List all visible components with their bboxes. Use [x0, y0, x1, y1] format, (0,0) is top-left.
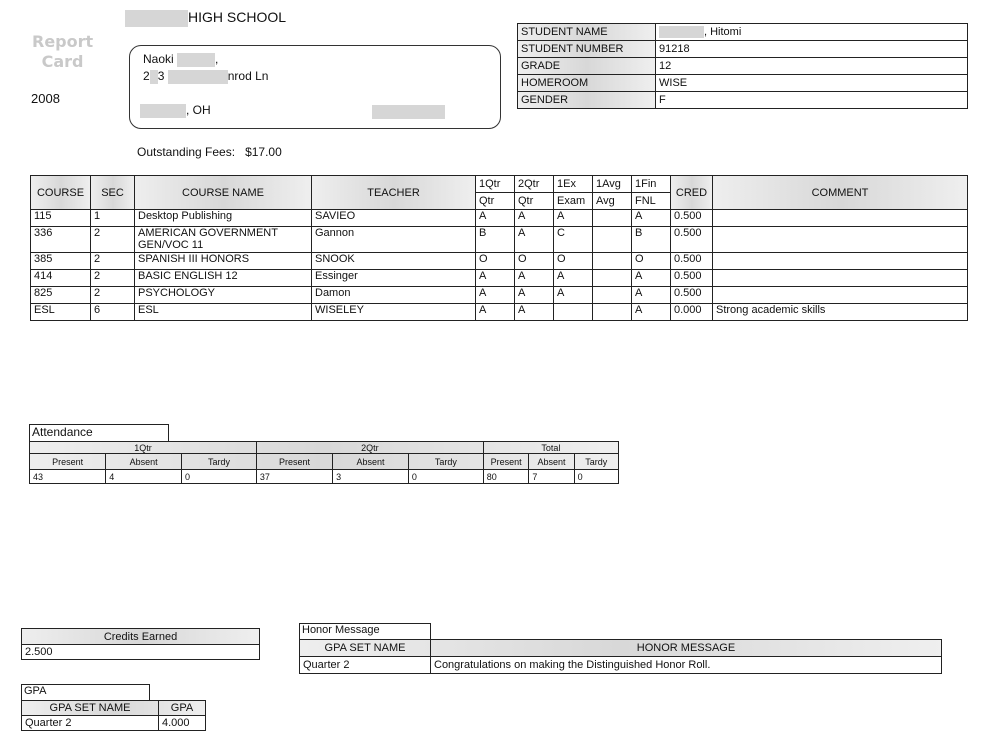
- course-cell-sec: 2: [91, 270, 135, 287]
- student-name-line: Naoki ,: [143, 52, 219, 66]
- course-cell-cred: 0.500: [671, 227, 713, 253]
- course-cell-course: 385: [31, 253, 91, 270]
- course-cell-cred: 0.500: [671, 210, 713, 227]
- course-cell-ex: O: [554, 253, 593, 270]
- course-cell-comment: [713, 253, 968, 270]
- course-cell-avg: [593, 287, 632, 304]
- course-cell-avg: [593, 227, 632, 253]
- course-cell-sec: 1: [91, 210, 135, 227]
- course-cell-q2: A: [515, 227, 554, 253]
- gpa-table: GPA SET NAME GPA Quarter 2 4.000: [21, 700, 206, 731]
- course-cell-cred: 0.500: [671, 287, 713, 304]
- course-cell-course: 336: [31, 227, 91, 253]
- course-cell-ex: C: [554, 227, 593, 253]
- attendance-group: 1Qtr: [30, 442, 257, 454]
- course-cell-fin: A: [632, 270, 671, 287]
- course-cell-comment: [713, 270, 968, 287]
- course-cell-ex: A: [554, 210, 593, 227]
- attendance-title: Attendance: [29, 424, 169, 441]
- course-cell-name: Desktop Publishing: [135, 210, 312, 227]
- credits-table: Credits Earned 2.500: [21, 628, 260, 660]
- redacted-block: [125, 10, 188, 27]
- school-name: HIGH SCHOOL: [125, 9, 286, 27]
- course-cell-cred: 0.500: [671, 253, 713, 270]
- redacted-block: [168, 70, 228, 84]
- course-table: COURSE SEC COURSE NAME TEACHER 1Qtr 2Qtr 1Ex 1Avg 1Fin CRED COMMENT Qtr Qtr Exam Avg FNL 115 1 Desktop Publishing SAVIEO A A A A 0.500 336 2 AMERICAN GOVERNMENT GEN/VOC 11 Gannon B A C B 0.500 385 2 SPANISH III HONORS SNOOK O O O O 0.500 414 2 BASIC ENGLISH 12 Essinger A A A A 0.500 825 2 PSYCHOLOGY Damon A A A A 0.500 ESL 6 ESL WISELEY A A A 0.000 Strong academic skills: [30, 175, 968, 321]
- redacted-block: [659, 26, 704, 38]
- course-cell-course: ESL: [31, 304, 91, 321]
- course-cell-ex: A: [554, 287, 593, 304]
- attendance-group: Total: [483, 442, 618, 454]
- course-cell-q2: A: [515, 287, 554, 304]
- student-name-value: , Hitomi: [656, 24, 968, 41]
- redacted-block: [177, 53, 215, 67]
- table-row: [31, 270, 968, 287]
- zip-line: [372, 104, 445, 119]
- course-cell-comment: [713, 210, 968, 227]
- course-cell-sec: 2: [91, 253, 135, 270]
- course-cell-teacher: Essinger: [312, 270, 476, 287]
- course-cell-course: 825: [31, 287, 91, 304]
- course-cell-sec: 2: [91, 287, 135, 304]
- course-cell-name: PSYCHOLOGY: [135, 287, 312, 304]
- table-row: [31, 227, 968, 253]
- course-cell-q1: A: [476, 210, 515, 227]
- report-card-logo: Report Card: [32, 32, 94, 71]
- course-cell-fin: A: [632, 287, 671, 304]
- course-cell-name: ESL: [135, 304, 312, 321]
- course-cell-avg: [593, 210, 632, 227]
- course-cell-course: 414: [31, 270, 91, 287]
- table-row: [31, 287, 968, 304]
- course-cell-name: BASIC ENGLISH 12: [135, 270, 312, 287]
- course-cell-teacher: Damon: [312, 287, 476, 304]
- course-cell-teacher: SNOOK: [312, 253, 476, 270]
- course-cell-name: AMERICAN GOVERNMENT GEN/VOC 11: [135, 227, 312, 253]
- course-cell-q1: A: [476, 304, 515, 321]
- redacted-block: [140, 104, 186, 118]
- redacted-block: [372, 105, 445, 119]
- course-cell-q2: A: [515, 210, 554, 227]
- report-year: 2008: [31, 91, 60, 106]
- city-line: , OH: [140, 103, 211, 118]
- course-cell-course: 115: [31, 210, 91, 227]
- honor-title: Honor Message: [299, 623, 431, 639]
- course-cell-q1: B: [476, 227, 515, 253]
- course-cell-teacher: SAVIEO: [312, 210, 476, 227]
- table-row: [31, 253, 968, 270]
- course-cell-q2: O: [515, 253, 554, 270]
- course-cell-fin: O: [632, 253, 671, 270]
- course-cell-q1: O: [476, 253, 515, 270]
- course-cell-fin: A: [632, 304, 671, 321]
- course-cell-avg: [593, 253, 632, 270]
- course-cell-ex: [554, 304, 593, 321]
- table-row: [31, 304, 968, 321]
- honor-table: GPA SET NAME HONOR MESSAGE Quarter 2 Congratulations on making the Distinguished Honor Roll.: [299, 639, 942, 674]
- course-cell-sec: 6: [91, 304, 135, 321]
- course-cell-comment: Strong academic skills: [713, 304, 968, 321]
- outstanding-fees: Outstanding Fees: $17.00: [137, 145, 282, 159]
- course-cell-ex: A: [554, 270, 593, 287]
- course-cell-name: SPANISH III HONORS: [135, 253, 312, 270]
- attendance-table: 1Qtr 2Qtr Total Present Absent Tardy Present Absent Tardy Present Absent Tardy 43 4 0 37 3 0 80 7 0: [29, 441, 619, 484]
- gpa-title: GPA: [21, 684, 150, 700]
- course-cell-q2: A: [515, 304, 554, 321]
- table-row: [31, 210, 968, 227]
- course-cell-sec: 2: [91, 227, 135, 253]
- course-cell-comment: [713, 287, 968, 304]
- course-cell-teacher: Gannon: [312, 227, 476, 253]
- redacted-block: [150, 70, 158, 84]
- course-cell-cred: 0.500: [671, 270, 713, 287]
- course-cell-fin: A: [632, 210, 671, 227]
- course-cell-q1: A: [476, 270, 515, 287]
- student-info-table: STUDENT NAME , Hitomi STUDENT NUMBER 91218 GRADE 12 HOMEROOM WISE GENDER F: [517, 23, 968, 109]
- attendance-group: 2Qtr: [256, 442, 483, 454]
- course-cell-avg: [593, 304, 632, 321]
- course-cell-q1: A: [476, 287, 515, 304]
- course-cell-avg: [593, 270, 632, 287]
- course-cell-fin: B: [632, 227, 671, 253]
- course-cell-teacher: WISELEY: [312, 304, 476, 321]
- street-line: 2 3 nrod Ln: [143, 69, 269, 83]
- address-box: [129, 45, 501, 129]
- course-cell-comment: [713, 227, 968, 253]
- course-cell-q2: A: [515, 270, 554, 287]
- course-cell-cred: 0.000: [671, 304, 713, 321]
